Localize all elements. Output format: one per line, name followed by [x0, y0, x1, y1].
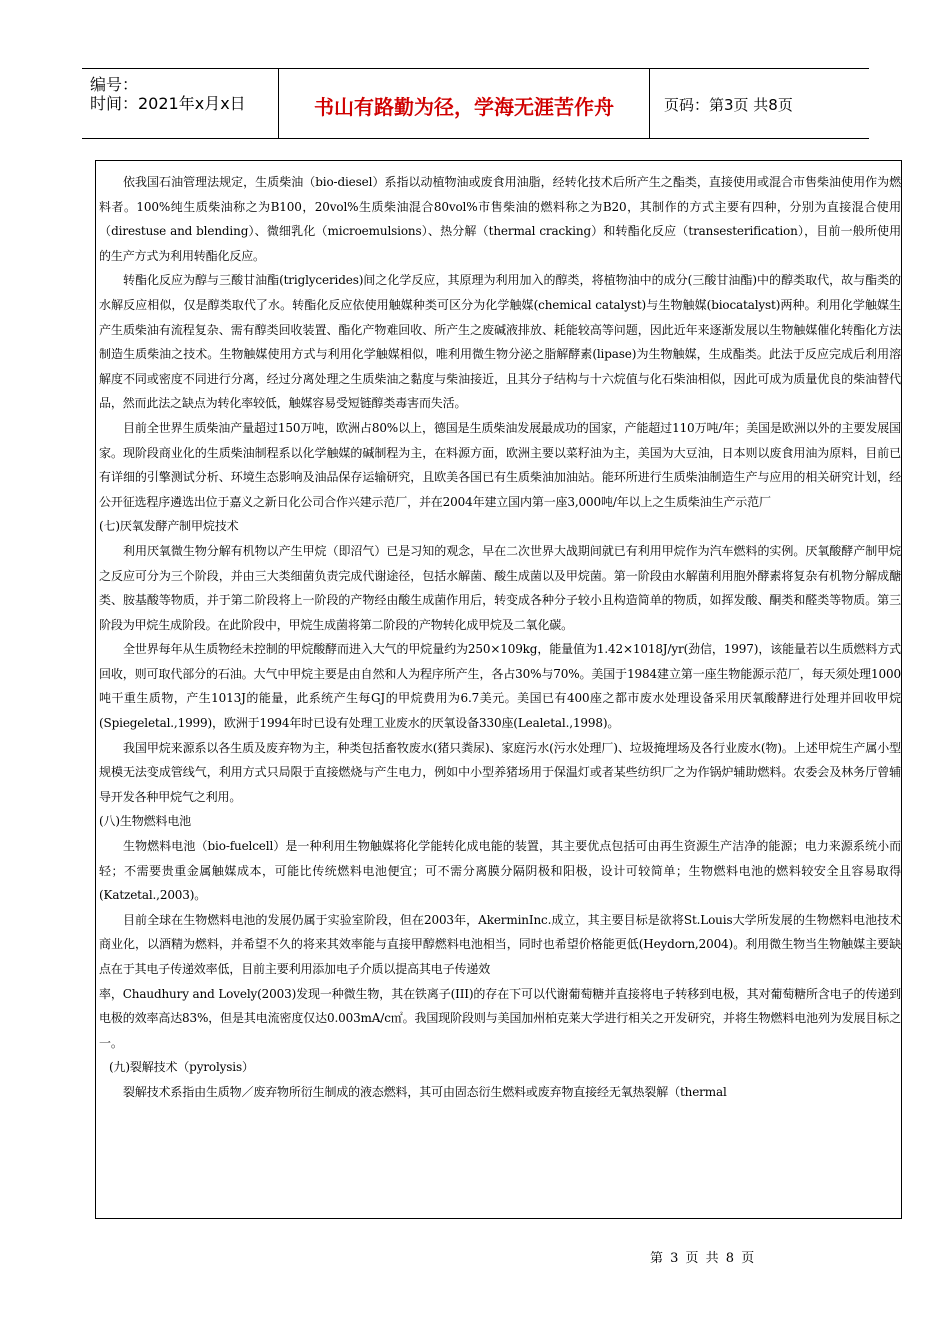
document-body: [99, 170, 901, 1105]
paragraph-biofuel-cell-efficiency: 率，Chaudhury and Lovely(2003)发现一种微生物，其在铁离子(III)的存在下可以代谢葡萄糖并直接将电子转移到电极，其对葡萄糖所含电子的传递到电极的效率高达83%，但是其电流密度仅达0.003mA/c㎡。我国现阶段则与美国加州柏克莱大学进行相关之开发研究，并将生物燃料电池列为发展目标之一。: [99, 986, 901, 1050]
header-page-number: 页码：第3页 共8页: [664, 96, 793, 114]
header-motto-cell: [279, 69, 650, 138]
paragraph-anaerobic-fermentation: 利用厌氧微生物分解有机物以产生甲烷（即沼气）已是习知的观念，早在二次世界大战期间就已有利用甲烷作为汽车燃料的实例。厌氧酸酵产制甲烷之反应可分为三个阶段，并由三大类细菌负责完成代谢途径，包括水解菌、酸生成菌以及甲烷菌。第一阶段由水解菌利用胞外酵素将复杂有机物分解成醣类、胺基酸等物质，并于第二阶段将上一阶段的产物经由酸生成菌作用后，转变成各种分子较小且构造简单的物质，如挥发酸、酮类和醛类等物质。第三阶段为甲烷生成阶段。在此阶段中，甲烷生成菌将第二阶段的产物转化成甲烷及二氧化碳。: [99, 543, 901, 632]
paragraph-biofuel-cell-status: 目前全球在生物燃料电池的发展仍属于实验室阶段，但在2003年，AkerminInc.成立，其主要目标是欲将St.Louis大学所发展的生物燃料电池技术商业化，以酒精为燃料，并希望不久的将来其效率能与直接甲醇燃料电池相当，同时也希望价格能更低(Heydorn,2004)。利用微生物当生物触媒主要缺点在于其电子传递效率低，目前主要利用添加电子介质以提高其电子传递效: [99, 912, 901, 976]
section-heading-methane: (七)厌氧发酵产制甲烷技术: [99, 519, 239, 534]
header-motto: 书山有路勤为径，学海无涯苦作舟: [314, 95, 614, 119]
paragraph-domestic-methane: 我国甲烷来源系以各生质及废弃物为主，种类包括畜牧废水(猪只粪尿)、家庭污水(污水处理厂)、垃圾掩埋场及各行业废水(物)。上述甲烷生产属小型规模无法变成管线气，利用方式只局限于直接燃烧与产生电力，例如中小型养猪场用于保温灯或者某些纺织厂之为作锅炉辅助燃料。农委会及林务厅曾辅导开发各种甲烷气之利用。: [99, 740, 901, 804]
page-footer: 第 3 页 共 8 页: [650, 1251, 755, 1266]
paragraph-biodiesel-definition: 依我国石油管理法规定，生质柴油（bio-diesel）系指以动植物油或废食用油脂，经转化技术后所产生之酯类，直接使用或混合市售柴油使用作为燃料者。100%纯生质柴油称之为B100，20vol%生质柴油混合80vol%市售柴油的燃料称之为B20，其制作的方式主要有四种，分别为直接混合使用（direstuse and blending）、微细乳化（microemulsions）、热分解（thermal cracking）和转酯化反应（transesterification），目前一般所使用的生产方式为利用转酯化反应。: [99, 175, 901, 263]
section-heading-pyrolysis: (九)裂解技术（pyrolysis）: [109, 1060, 254, 1075]
section-heading-biofuel-cell: (八)生物燃料电池: [99, 814, 192, 829]
paragraph-pyrolysis: 裂解技术系指由生质物／废弃物所衍生制成的液态燃料，其可由固态衍生燃料或废弃物直接经无氧热裂解（thermal: [123, 1084, 727, 1099]
paragraph-transesterification: 转酯化反应为醇与三酸甘油酯(triglycerides)间之化学反应，其原理为利用加入的醇类，将植物油中的成分(三酸甘油酯)中的醇类取代，故与酯类的水解反应相似，仅是醇类取代了水。转酯化反应依使用触媒种类可区分为化学触媒(chemical catalyst)与生物触媒(biocatalyst)两种。利用化学触媒生产生质柴油有流程复杂、需有醇类回收装置、酯化产物难回收、所产生之废碱液排放、耗能较高等问题，因此近年来逐渐发展以生物触媒催化转酯化方法制造生质柴油之技术。生物触媒使用方式与利用化学触媒相似，唯利用微生物分泌之脂解酵素(lipase)为生物触媒，生成酯类。此法于反应完成后利用溶解度不同或密度不同进行分离，经过分离处理之生质柴油之黏度与柴油接近，且其分子结构与十六烷值与化石柴油相似，因此可成为质量优良的柴油替代品，然而此法之缺点为转化率较低，触媒容易受短链醇类毒害而失活。: [99, 273, 901, 411]
paragraph-global-methane: 全世界每年从生质物经未控制的甲烷酸酵而进入大气的甲烷量约为250×109kg，能量值为1.42×1018J/yr(劲信，1997)，该能量若以生质燃料方式回收，则可取代部分的石油。大气中甲烷主要是由自然和人为程序所产生，各占30%与70%。美国于1984建立第一座生物能源示范厂，每天须处理1000吨干重生质物，产生1013J的能量，此系统产生每GJ的甲烷费用为6.7美元。美国已有400座之都市废水处理设备采用厌氧酸酵进行处理并回收甲烷(Spiegeletal.,1999)，欧洲于1994年时已设有处理工业废水的厌氧设备330座(Lealetal.,1998)。: [99, 642, 901, 731]
paragraph-biodiesel-production: 目前全世界生质柴油产量超过150万吨，欧洲占80%以上，德国是生质柴油发展最成功的国家，产能超过110万吨/年；美国是欧洲以外的主要发展国家。现阶段商业化的生质柴油制程系以化学触媒的碱制程为主，在料源方面，欧洲主要以菜籽油为主，美国为大豆油，日本则以废食用油为原料，目前已有详细的引擎测试分析、环境生态影响及油品保存运输研究，且欧美各国已有生质柴油加油站。能环所进行生质柴油制造生产与应用的相关研究计划，经公开征选程序遴选出位于嘉义之新日化公司合作兴建示范厂，并在2004年建立国内第一座3,000吨/年以上之生质柴油生产示范厂: [99, 420, 901, 509]
document-number-label: 编号：: [90, 75, 139, 94]
document-date-label: 时间：2021年x月x日: [90, 94, 246, 113]
header-meta-cell: [82, 69, 279, 138]
paragraph-biofuel-cell-intro: 生物燃料电池（bio-fuelcell）是一种利用生物触媒将化学能转化成电能的装置，其主要优点包括可由再生资源生产洁净的能源；电力来源系统小而轻；不需要贵重金属触媒成本，可能比传统燃料电池便宜；可不需分离膜分隔阴极和阳极，设计可较简单；生物燃料电池的燃料较安全且容易取得(Katzetal.,2003)。: [99, 839, 901, 903]
header-page-cell: [650, 69, 869, 138]
page-header: [82, 68, 869, 139]
